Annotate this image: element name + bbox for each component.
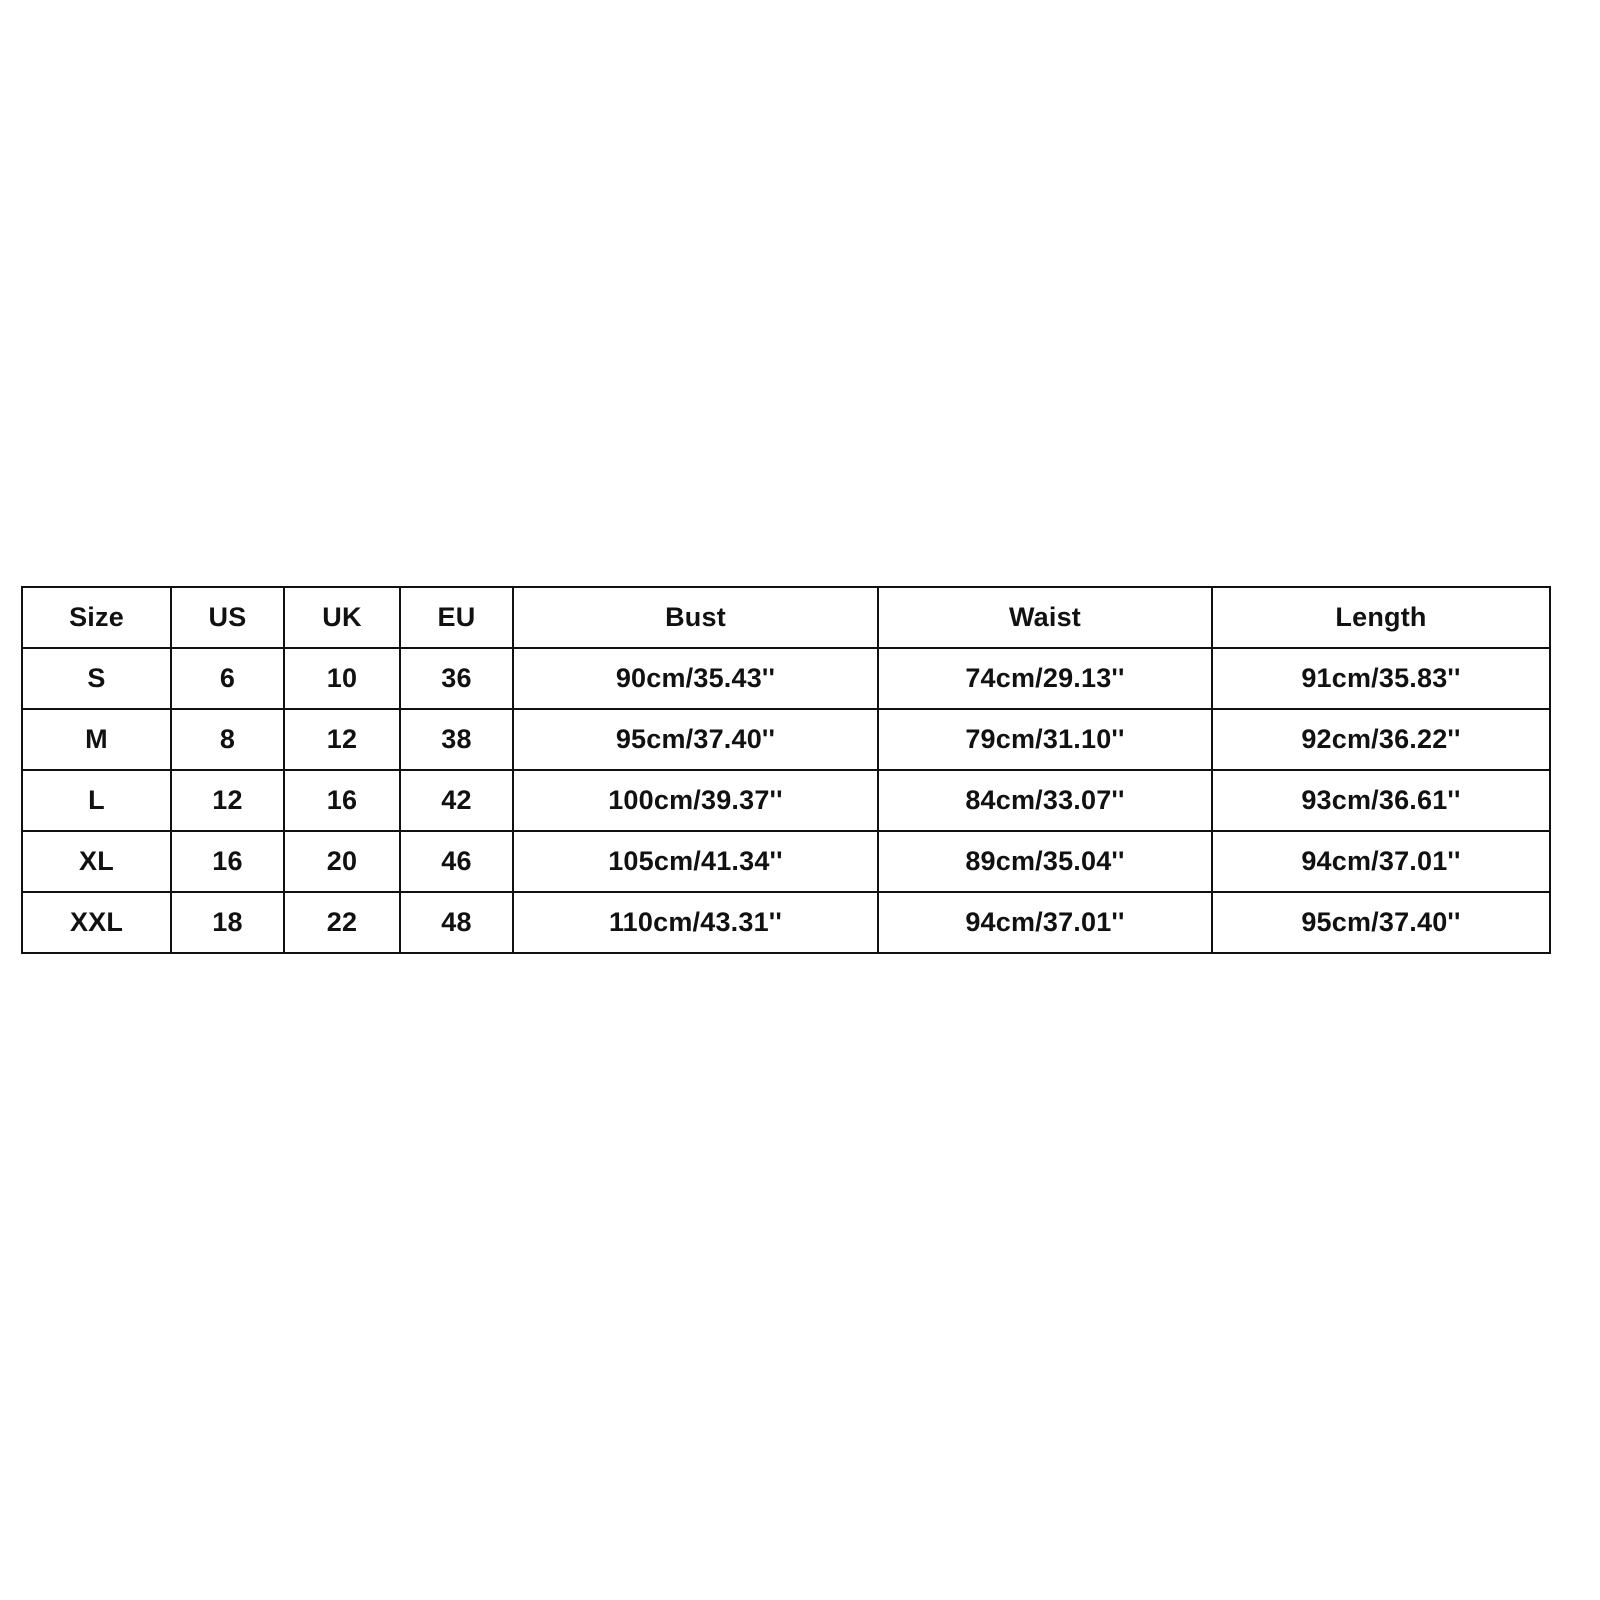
cell-eu: 38: [400, 709, 513, 770]
header-bust: Bust: [513, 587, 878, 648]
cell-us: 6: [171, 648, 284, 709]
cell-uk: 12: [284, 709, 400, 770]
cell-us: 8: [171, 709, 284, 770]
cell-bust: 90cm/35.43'': [513, 648, 878, 709]
cell-bust: 100cm/39.37'': [513, 770, 878, 831]
cell-bust: 110cm/43.31'': [513, 892, 878, 953]
cell-bust: 95cm/37.40'': [513, 709, 878, 770]
cell-waist: 94cm/37.01'': [878, 892, 1212, 953]
cell-uk: 22: [284, 892, 400, 953]
cell-size: XXL: [22, 892, 171, 953]
cell-waist: 74cm/29.13'': [878, 648, 1212, 709]
cell-length: 91cm/35.83'': [1212, 648, 1550, 709]
table-row: [22, 892, 1550, 953]
cell-size: XL: [22, 831, 171, 892]
header-length: Length: [1212, 587, 1550, 648]
cell-waist: 79cm/31.10'': [878, 709, 1212, 770]
cell-eu: 46: [400, 831, 513, 892]
cell-eu: 36: [400, 648, 513, 709]
table-row: [22, 709, 1550, 770]
header-size: Size: [22, 587, 171, 648]
cell-length: 95cm/37.40'': [1212, 892, 1550, 953]
cell-bust: 105cm/41.34'': [513, 831, 878, 892]
cell-us: 18: [171, 892, 284, 953]
cell-size: L: [22, 770, 171, 831]
table-row: [22, 770, 1550, 831]
cell-uk: 16: [284, 770, 400, 831]
header-eu: EU: [400, 587, 513, 648]
cell-size: S: [22, 648, 171, 709]
header-waist: Waist: [878, 587, 1212, 648]
cell-waist: 84cm/33.07'': [878, 770, 1212, 831]
cell-length: 94cm/37.01'': [1212, 831, 1550, 892]
cell-size: M: [22, 709, 171, 770]
header-uk: UK: [284, 587, 400, 648]
size-chart-table: [21, 586, 1551, 954]
cell-us: 16: [171, 831, 284, 892]
cell-waist: 89cm/35.04'': [878, 831, 1212, 892]
table-row: [22, 648, 1550, 709]
cell-length: 93cm/36.61'': [1212, 770, 1550, 831]
header-us: US: [171, 587, 284, 648]
header-row: [22, 587, 1550, 648]
cell-uk: 20: [284, 831, 400, 892]
cell-eu: 48: [400, 892, 513, 953]
cell-us: 12: [171, 770, 284, 831]
cell-eu: 42: [400, 770, 513, 831]
table-row: [22, 831, 1550, 892]
cell-length: 92cm/36.22'': [1212, 709, 1550, 770]
cell-uk: 10: [284, 648, 400, 709]
